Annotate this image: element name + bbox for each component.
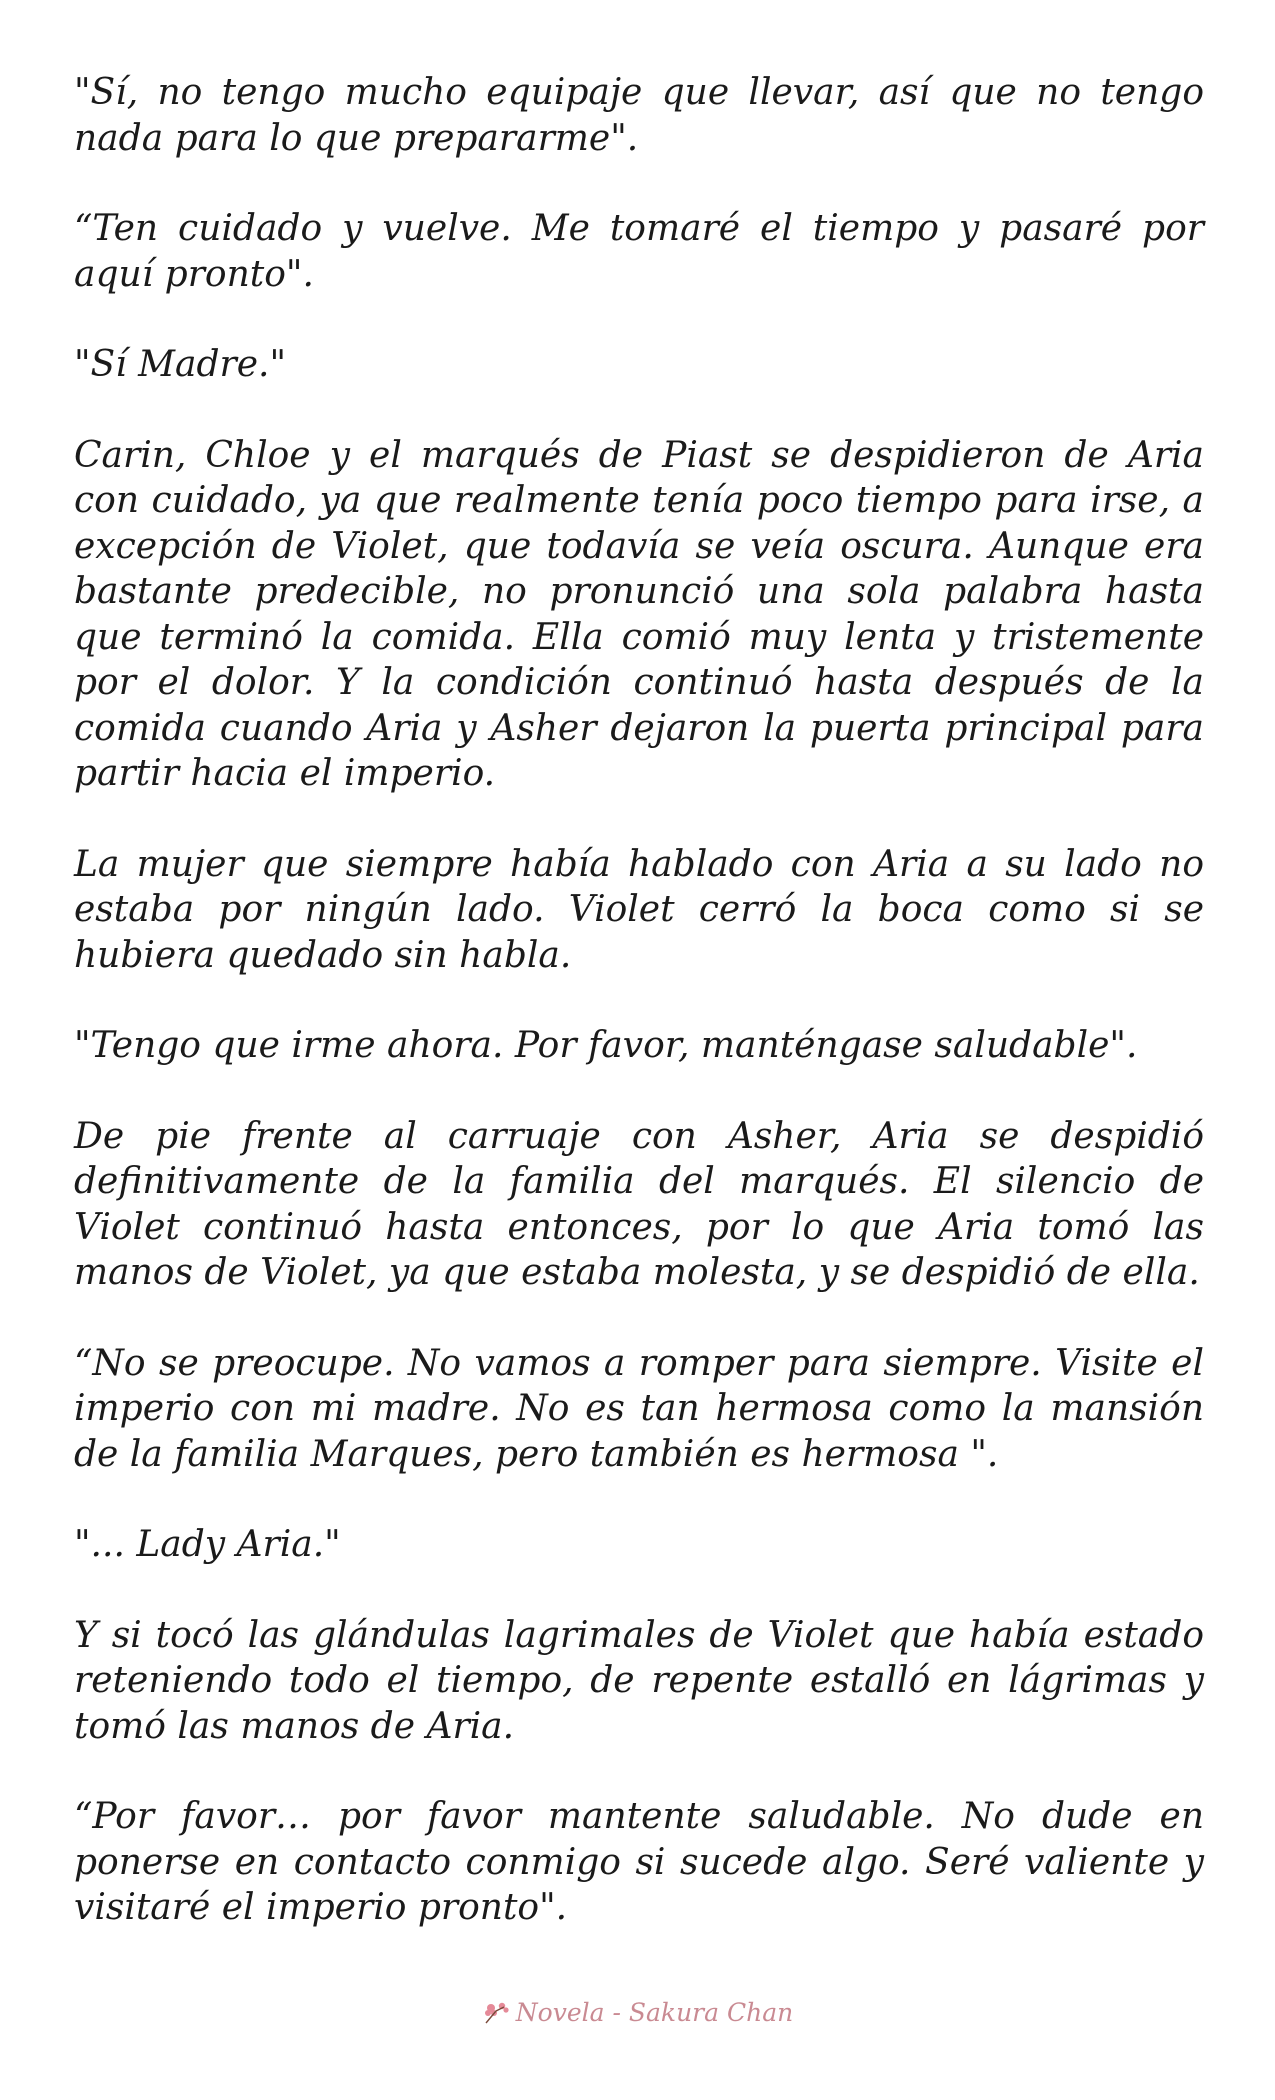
- paragraph: La mujer que siempre había hablado con Aria a su lado no estaba por ningún lado. Violet cerró la boca como si se hubiera quedado sin habla.: [74, 843, 1204, 976]
- document-body: [74, 70, 1204, 1976]
- paragraph: “Por favor… por favor mantente saludable. No dude en ponerse en contacto conmigo si sucede algo. Seré valiente y visitaré el imperio pronto".: [74, 1796, 1204, 1928]
- watermark: [0, 1998, 1275, 2027]
- watermark-text: Novela - Sakura Chan: [515, 1998, 794, 2027]
- paragraph: Y si tocó las glándulas lagrimales de Violet que había estado reteniendo todo el tiempo, de repente estalló en lágrimas y tomó las manos de Aria.: [74, 1614, 1204, 1747]
- paragraph: "Tengo que irme ahora. Por favor, manténgase saludable".: [74, 1025, 1138, 1066]
- paragraph: “Ten cuidado y vuelve. Me tomaré el tiempo y pasaré por aquí pronto".: [74, 208, 1204, 295]
- paragraph: “No se preocupe. No vamos a romper para siempre. Visite el imperio con mi madre. No es tan hermosa como la mansión de la familia Marques, pero también es hermosa ".: [74, 1342, 1204, 1475]
- paragraph: "... Lady Aria.": [74, 1524, 341, 1565]
- paragraph: "Sí Madre.": [74, 344, 287, 385]
- paragraph: De pie frente al carruaje con Asher, Aria se despidió definitivamente de la familia del marqués. El silencio de Violet continuó hasta entonces, por lo que Aria tomó las manos de Violet, ya que estaba molesta, y se despidió de ella.: [74, 1115, 1204, 1293]
- paragraph: "Sí, no tengo mucho equipaje que llevar, así que no tengo nada para lo que prepararme".: [74, 72, 1204, 159]
- paragraph: Carin, Chloe y el marqués de Piast se despidieron de Aria con cuidado, ya que realmente tenía poco tiempo para irse, a excepción de Violet, que todavía se veía oscura. Aunque era bastante predecible, no pronunció una sola palabra hasta que terminó la comida. Ella comió muy lenta y tristemente por el dolor. Y la condición continuó hasta después de la comida cuando Aria y Asher dejaron la puerta principal para partir hacia el imperio.: [74, 434, 1204, 794]
- sakura-flower-icon: [482, 1999, 512, 2025]
